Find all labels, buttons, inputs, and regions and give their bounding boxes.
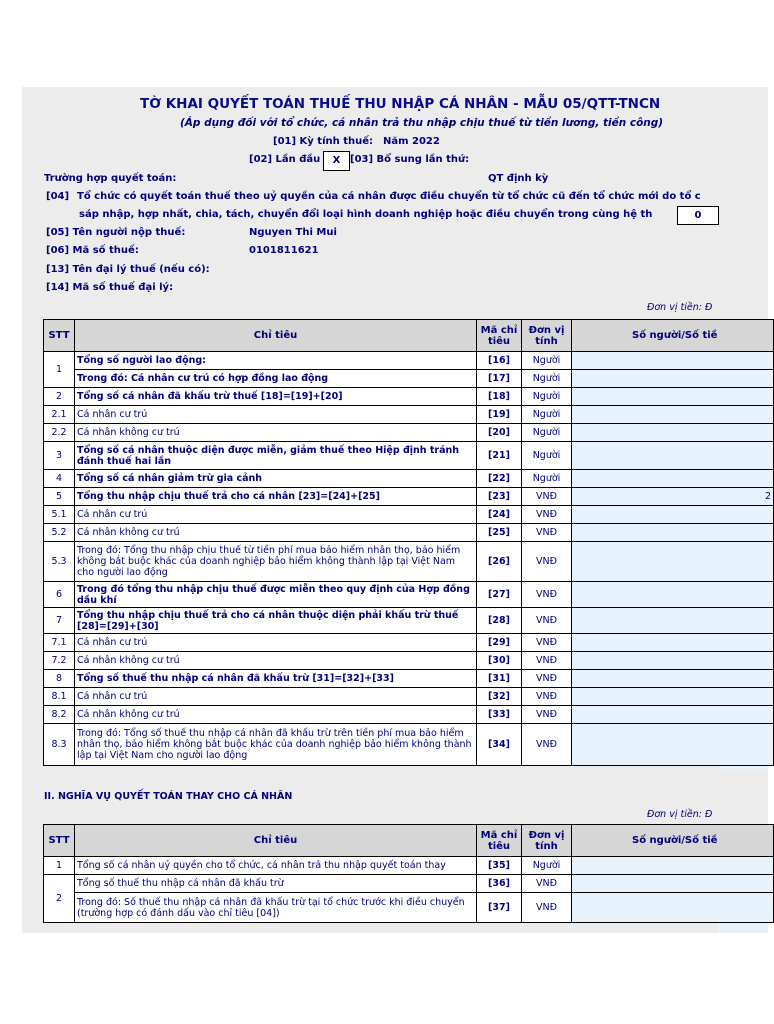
row-indicator: Tổng số cá nhân giảm trừ gia cảnh bbox=[75, 470, 477, 488]
row-unit: Người bbox=[522, 424, 572, 442]
row-value-cell[interactable] bbox=[572, 724, 774, 766]
row-code: [26] bbox=[477, 542, 522, 582]
taxcode-value: 0101811621 bbox=[249, 245, 319, 256]
first-time-label: [02] Lần đầu bbox=[249, 154, 321, 165]
table-row bbox=[44, 424, 774, 442]
row-code: [19] bbox=[477, 406, 522, 424]
row-unit: Người bbox=[522, 388, 572, 406]
row-value-cell[interactable] bbox=[572, 582, 774, 608]
row-unit: Người bbox=[522, 470, 572, 488]
row-unit: VNĐ bbox=[522, 582, 572, 608]
row-unit: VNĐ bbox=[522, 542, 572, 582]
row-unit: VNĐ bbox=[522, 652, 572, 670]
table-row bbox=[44, 582, 774, 608]
row-code: [21] bbox=[477, 442, 522, 470]
row-unit: Người bbox=[522, 406, 572, 424]
row-indicator: Tổng số cá nhân thuộc diện được miễn, giảm thuế theo Hiệp định tránh đánh thuế hai lần bbox=[75, 442, 477, 470]
table-row bbox=[44, 652, 774, 670]
table-row bbox=[44, 524, 774, 542]
header-stt: STT bbox=[44, 825, 75, 857]
row-code: [20] bbox=[477, 424, 522, 442]
row-stt: 2 bbox=[44, 875, 75, 923]
agent-code-label: [14] Mã số thuế đại lý: bbox=[46, 282, 174, 293]
row-stt: 2.1 bbox=[44, 406, 75, 424]
table-row bbox=[44, 442, 774, 470]
table-header-row bbox=[44, 320, 774, 352]
row-value-cell[interactable] bbox=[572, 857, 774, 875]
header-code: Mã chỉ tiêu bbox=[477, 320, 522, 352]
row-stt: 8.2 bbox=[44, 706, 75, 724]
table-row bbox=[44, 688, 774, 706]
row-value-cell[interactable] bbox=[572, 370, 774, 388]
row-code: [22] bbox=[477, 470, 522, 488]
row-code: [23] bbox=[477, 488, 522, 506]
table-row bbox=[44, 352, 774, 370]
header-value: Số người/Số tiề bbox=[572, 825, 774, 857]
declaration-sheet bbox=[22, 87, 771, 933]
row-value-cell[interactable] bbox=[572, 506, 774, 524]
row-value-cell[interactable] bbox=[572, 524, 774, 542]
row-code: [30] bbox=[477, 652, 522, 670]
form-subtitle: (Áp dụng đối với tổ chức, cá nhân trả thu nhập chịu thuế từ tiền lương, tiền công) bbox=[180, 117, 664, 129]
table-row bbox=[44, 724, 774, 766]
row-value-cell[interactable] bbox=[572, 388, 774, 406]
row-value-cell[interactable] bbox=[572, 875, 774, 893]
row-value-cell[interactable] bbox=[572, 470, 774, 488]
row-code: [18] bbox=[477, 388, 522, 406]
header-code: Mã chỉ tiêu bbox=[477, 825, 522, 857]
section2-currency-unit: Đơn vị tiền: Đ bbox=[647, 809, 713, 820]
row-indicator: Tổng số thuế thu nhập cá nhân đã khấu trừ bbox=[75, 875, 477, 893]
taxpayer-label: [05] Tên người nộp thuế: bbox=[46, 227, 186, 238]
row-code: [34] bbox=[477, 724, 522, 766]
period-label: [01] Kỳ tính thuế: bbox=[273, 136, 374, 147]
row-indicator: Cá nhân không cư trú bbox=[75, 706, 477, 724]
row-stt: 1 bbox=[44, 352, 75, 388]
row-indicator: Trong đó: Cá nhân cư trú có hợp đồng lao động bbox=[75, 370, 477, 388]
row-code: [35] bbox=[477, 857, 522, 875]
item04-text-line2: sáp nhập, hợp nhất, chia, tách, chuyển đổi loại hình doanh nghiệp hoặc điều chuyển trong cùng hệ th bbox=[79, 209, 653, 220]
table-row bbox=[44, 370, 774, 388]
row-stt: 2 bbox=[44, 388, 75, 406]
row-unit: VNĐ bbox=[522, 488, 572, 506]
row-unit: Người bbox=[522, 370, 572, 388]
row-value-cell[interactable] bbox=[572, 608, 774, 634]
row-code: [33] bbox=[477, 706, 522, 724]
case-label: Trường hợp quyết toán: bbox=[44, 173, 177, 184]
row-indicator: Trong đó tổng thu nhập chịu thuế được miễn theo quy định của Hợp đồng dầu khí bbox=[75, 582, 477, 608]
row-indicator: Tổng số cá nhân đã khấu trừ thuế [18]=[19]+[20] bbox=[75, 388, 477, 406]
header-unit: Đơn vị tính bbox=[522, 825, 572, 857]
table2-header-row bbox=[44, 825, 774, 857]
section2-title: II. NGHĨA VỤ QUYẾT TOÁN THAY CHO CÁ NHÂN bbox=[44, 791, 293, 802]
table-row bbox=[44, 506, 774, 524]
row-unit: VNĐ bbox=[522, 875, 572, 893]
table-row bbox=[44, 875, 774, 893]
row-unit: Người bbox=[522, 857, 572, 875]
row-indicator: Cá nhân cư trú bbox=[75, 688, 477, 706]
row-unit: Người bbox=[522, 442, 572, 470]
row-stt: 6 bbox=[44, 582, 75, 608]
header-unit: Đơn vị tính bbox=[522, 320, 572, 352]
table-row bbox=[44, 670, 774, 688]
row-code: [37] bbox=[477, 893, 522, 923]
row-indicator: Cá nhân cư trú bbox=[75, 406, 477, 424]
row-code: [27] bbox=[477, 582, 522, 608]
row-indicator: Cá nhân không cư trú bbox=[75, 424, 477, 442]
row-code: [16] bbox=[477, 352, 522, 370]
row-indicator: Tổng số cá nhân uỷ quyền cho tổ chức, cá nhân trả thu nhập quyết toán thay bbox=[75, 857, 477, 875]
table-row bbox=[44, 706, 774, 724]
row-stt: 7.2 bbox=[44, 652, 75, 670]
item04-code: [04] bbox=[46, 191, 70, 202]
row-value-cell[interactable] bbox=[572, 352, 774, 370]
row-stt: 5.3 bbox=[44, 542, 75, 582]
taxcode-label: [06] Mã số thuế: bbox=[46, 245, 139, 256]
row-code: [31] bbox=[477, 670, 522, 688]
row-stt: 5 bbox=[44, 488, 75, 506]
row-code: [32] bbox=[477, 688, 522, 706]
row-unit: VNĐ bbox=[522, 893, 572, 923]
row-code: [24] bbox=[477, 506, 522, 524]
row-unit: VNĐ bbox=[522, 524, 572, 542]
table-row bbox=[44, 893, 774, 923]
table-row bbox=[44, 406, 774, 424]
settlement-table bbox=[43, 824, 774, 923]
row-indicator: Tổng số thuế thu nhập cá nhân đã khấu trừ [31]=[32]+[33] bbox=[75, 670, 477, 688]
row-code: [17] bbox=[477, 370, 522, 388]
row-value-cell[interactable] bbox=[572, 652, 774, 670]
row-indicator: Trong đó: Tổng số thuế thu nhập cá nhân đã khấu trừ trên tiền phí mua bảo hiểm nhân thọ, bảo hiểm không bắt buộc khác của doanh nghiệp bảo hiểm không thành lập tại Việt Nam cho người lao động bbox=[75, 724, 477, 766]
row-indicator: Tổng thu nhập chịu thuế trả cho cá nhân [23]=[24]+[25] bbox=[75, 488, 477, 506]
row-value-cell[interactable] bbox=[572, 406, 774, 424]
row-unit: VNĐ bbox=[522, 670, 572, 688]
row-indicator: Cá nhân cư trú bbox=[75, 634, 477, 652]
row-stt: 3 bbox=[44, 442, 75, 470]
row-unit: VNĐ bbox=[522, 506, 572, 524]
row-indicator: Tổng thu nhập chịu thuế trả cho cá nhân thuộc diện phải khấu trừ thuế [28]=[29]+[30] bbox=[75, 608, 477, 634]
row-stt: 7 bbox=[44, 608, 75, 634]
period-value: Năm 2022 bbox=[383, 136, 440, 147]
agent-label: [13] Tên đại lý thuế (nếu có): bbox=[46, 264, 210, 275]
row-indicator: Trong đó: Tổng thu nhập chịu thuế từ tiền phí mua bảo hiểm nhân thọ, bảo hiểm không bắt buộc khác của doanh nghiệp bảo hiểm không thành lập tại Việt Nam cho người lao động bbox=[75, 542, 477, 582]
header-value: Số người/Số tiề bbox=[572, 320, 774, 352]
supplement-label: [03] Bổ sung lần thứ: bbox=[350, 154, 470, 165]
row-indicator: Cá nhân cư trú bbox=[75, 506, 477, 524]
currency-unit: Đơn vị tiền: Đ bbox=[647, 302, 713, 313]
row-indicator: Trong đó: Số thuế thu nhập cá nhân đã khấu trừ tại tổ chức trước khi điều chuyển (trường hợp có đánh dấu vào chỉ tiêu [04]) bbox=[75, 893, 477, 923]
table-row bbox=[44, 542, 774, 582]
row-value-cell[interactable]: 2 bbox=[572, 488, 774, 506]
table-row bbox=[44, 470, 774, 488]
row-value-cell[interactable] bbox=[572, 442, 774, 470]
header-indicator: Chỉ tiêu bbox=[75, 825, 477, 857]
table-row bbox=[44, 608, 774, 634]
row-stt: 8 bbox=[44, 670, 75, 688]
row-unit: VNĐ bbox=[522, 724, 572, 766]
row-stt: 5.2 bbox=[44, 524, 75, 542]
row-stt: 5.1 bbox=[44, 506, 75, 524]
table-row bbox=[44, 388, 774, 406]
row-code: [25] bbox=[477, 524, 522, 542]
row-unit: VNĐ bbox=[522, 608, 572, 634]
row-value-cell[interactable] bbox=[572, 542, 774, 582]
row-indicator: Cá nhân không cư trú bbox=[75, 652, 477, 670]
row-code: [29] bbox=[477, 634, 522, 652]
table-row bbox=[44, 634, 774, 652]
item04-text-line1: Tổ chức có quyết toán thuế theo uỷ quyền của cá nhân được điều chuyển từ tổ chức cũ đến tổ chức mới do tổ c bbox=[77, 191, 701, 202]
row-stt: 8.1 bbox=[44, 688, 75, 706]
row-value-cell[interactable] bbox=[572, 634, 774, 652]
form-title: TỜ KHAI QUYẾT TOÁN THUẾ THU NHẬP CÁ NHÂN - MẪU 05/QTT-TNCN bbox=[140, 96, 661, 112]
header-indicator: Chỉ tiêu bbox=[75, 320, 477, 352]
taxpayer-value: Nguyen Thi Mui bbox=[249, 227, 337, 238]
first-time-checkbox[interactable]: X bbox=[323, 151, 350, 171]
table-row bbox=[44, 857, 774, 875]
row-unit: VNĐ bbox=[522, 706, 572, 724]
row-value-cell[interactable] bbox=[572, 670, 774, 688]
item04-value-field[interactable]: 0 bbox=[677, 206, 719, 225]
row-unit: VNĐ bbox=[522, 688, 572, 706]
row-unit: Người bbox=[522, 352, 572, 370]
row-stt: 7.1 bbox=[44, 634, 75, 652]
row-value-cell[interactable] bbox=[572, 706, 774, 724]
row-stt: 8.3 bbox=[44, 724, 75, 766]
row-indicator: Cá nhân không cư trú bbox=[75, 524, 477, 542]
row-value-cell[interactable] bbox=[572, 424, 774, 442]
income-table bbox=[43, 319, 774, 766]
row-stt: 2.2 bbox=[44, 424, 75, 442]
row-code: [36] bbox=[477, 875, 522, 893]
row-indicator: Tổng số người lao động: bbox=[75, 352, 477, 370]
case-value: QT định kỳ bbox=[488, 173, 549, 184]
row-unit: VNĐ bbox=[522, 634, 572, 652]
header-stt: STT bbox=[44, 320, 75, 352]
row-stt: 1 bbox=[44, 857, 75, 875]
row-value-cell[interactable] bbox=[572, 688, 774, 706]
row-value-cell[interactable] bbox=[572, 893, 774, 923]
table-row bbox=[44, 488, 774, 506]
row-code: [28] bbox=[477, 608, 522, 634]
row-stt: 4 bbox=[44, 470, 75, 488]
